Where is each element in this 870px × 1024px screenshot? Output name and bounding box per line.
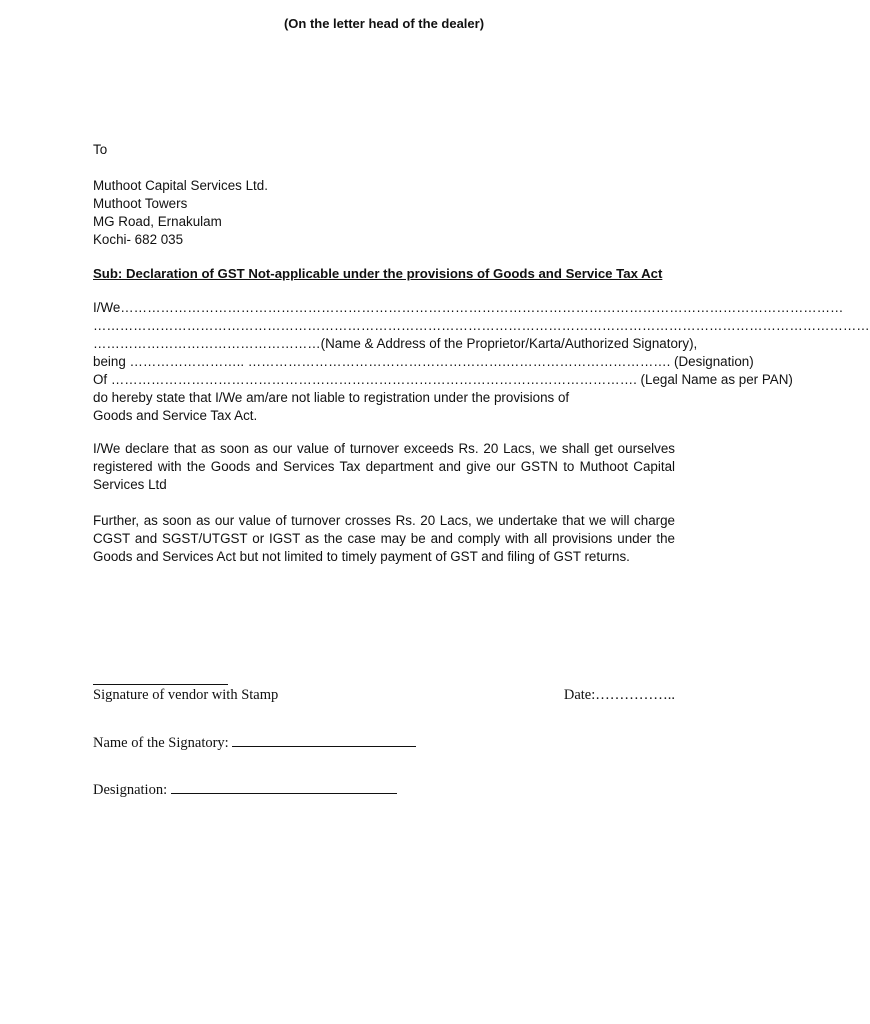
address-line-city: Kochi- 682 035 bbox=[93, 232, 184, 247]
declaration-line-4: being …………………….. ………………………………………………….………………………………. (Designation) bbox=[93, 354, 754, 369]
recipient-address bbox=[93, 177, 675, 249]
declaration-block bbox=[93, 299, 870, 425]
declaration-line-1: I/We……………………………………………………………………………………………………………………………………………… bbox=[93, 300, 844, 315]
address-line-street: MG Road, Ernakulam bbox=[93, 214, 222, 229]
declaration-line-5: Of ………………………………………………………………………………………………………. (Legal Name as per PAN) bbox=[93, 372, 793, 387]
address-line-building: Muthoot Towers bbox=[93, 196, 188, 211]
undertaking-paragraph: Further, as soon as our value of turnover crosses Rs. 20 Lacs, we undertake that we will charge CGST and SGST/UTGST or IGST as the case may be and comply with all provisions under the Goods and Services Act but not limited to timely payment of GST and filing of GST returns. bbox=[93, 513, 675, 564]
recipient-to: To bbox=[93, 142, 108, 157]
letterhead-note: (On the letter head of the dealer) bbox=[283, 16, 485, 31]
designation-label: Designation: bbox=[93, 782, 168, 798]
signatory-name-label: Name of the Signatory: bbox=[93, 735, 229, 751]
registration-paragraph: I/We declare that as soon as our value of turnover exceeds Rs. 20 Lacs, we shall get ourselves registered with the Goods and Services Tax department and give our GSTN to Muthoot Capital Services Ltd bbox=[93, 441, 675, 492]
signatory-name-row bbox=[93, 734, 416, 752]
subject-line: Sub: Declaration of GST Not-applicable under the provisions of Goods and Service Tax Act bbox=[93, 266, 663, 281]
designation-row bbox=[93, 781, 397, 799]
declaration-line-7: Goods and Service Tax Act. bbox=[93, 408, 258, 423]
designation-blank bbox=[171, 781, 397, 794]
signatory-name-blank bbox=[232, 734, 416, 747]
date-label: Date:…………….. bbox=[563, 687, 675, 703]
declaration-line-2: ………………………………………………………………………………………………………………………………………………………… bbox=[93, 318, 870, 333]
signature-line bbox=[93, 684, 228, 685]
signature-label: Signature of vendor with Stamp bbox=[93, 687, 279, 703]
declaration-line-6: do hereby state that I/We am/are not liable to registration under the provisions of bbox=[93, 390, 570, 405]
declaration-line-3: ……………………………………………(Name & Address of the Proprietor/Karta/Authorized Signatory), bbox=[93, 336, 698, 351]
address-line-company: Muthoot Capital Services Ltd. bbox=[93, 178, 268, 193]
